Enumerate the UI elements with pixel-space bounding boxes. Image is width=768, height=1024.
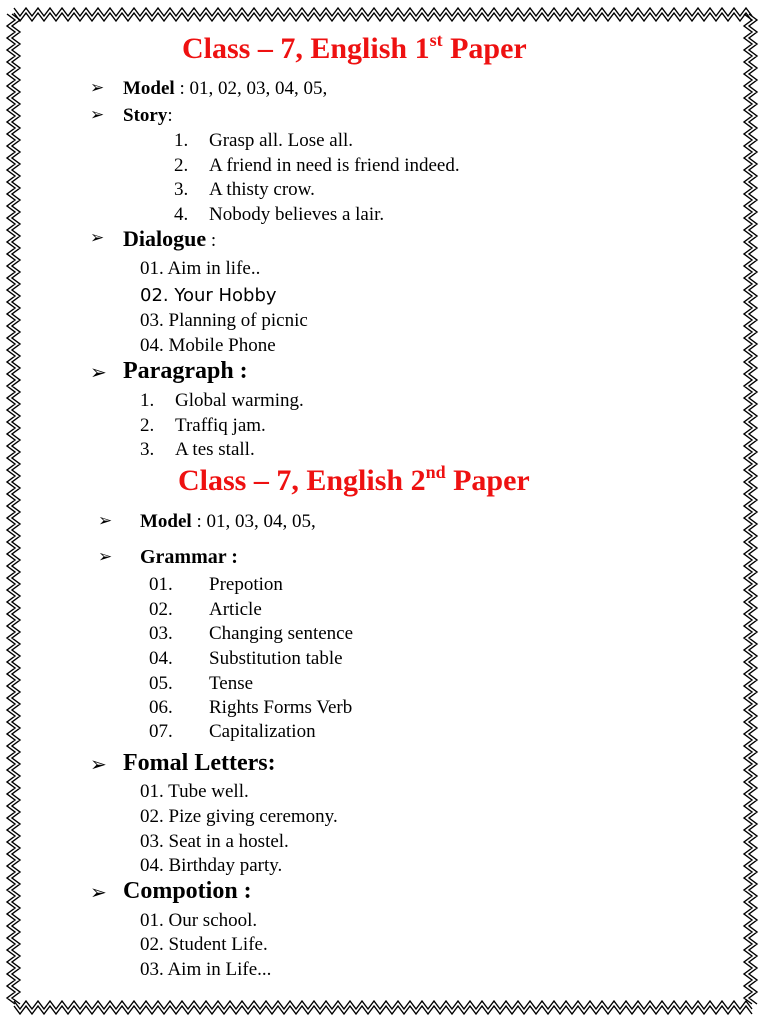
paper1-title: Class – 7, English 1st Paper bbox=[182, 30, 527, 65]
model-label: Model bbox=[123, 78, 175, 99]
grammar-item: 01. Prepotion bbox=[149, 574, 283, 595]
arrow-bullet-icon: ➢ bbox=[90, 362, 107, 384]
model-values: : 01, 02, 03, 04, 05, bbox=[174, 78, 328, 99]
paragraph-item: 2. Traffiq jam. bbox=[140, 415, 266, 436]
model-line-1 bbox=[90, 78, 328, 99]
arrow-bullet-icon: ➢ bbox=[90, 105, 105, 124]
grammar-item: 06. Rights Forms Verb bbox=[149, 697, 353, 718]
composition-item: 03. Aim in Life... bbox=[140, 959, 272, 980]
letter-item: 03. Seat in a hostel. bbox=[140, 831, 289, 852]
model-line-2 bbox=[98, 511, 316, 532]
grammar-item: 07. Capitalization bbox=[149, 721, 316, 742]
arrow-bullet-icon: ➢ bbox=[90, 882, 107, 904]
grammar-item: 02. Article bbox=[149, 599, 262, 620]
story-item: 3. A thisty crow. bbox=[174, 179, 315, 200]
paragraph-item: 3. A tes stall. bbox=[140, 439, 255, 460]
story-item: 4. Nobody believes a lair. bbox=[174, 204, 385, 225]
arrow-bullet-icon: ➢ bbox=[90, 228, 105, 247]
letter-item: 02. Pize giving ceremony. bbox=[140, 806, 338, 827]
letters-heading: ➢ Fomal Letters: bbox=[90, 750, 276, 776]
story-label: Story bbox=[123, 105, 168, 126]
dialogue-item: 04. Mobile Phone bbox=[140, 335, 276, 356]
arrow-bullet-icon: ➢ bbox=[90, 754, 107, 776]
story-heading: ➢ Story: bbox=[90, 105, 173, 126]
arrow-bullet-icon: ➢ bbox=[98, 511, 113, 530]
grammar-item: 05. Tense bbox=[149, 673, 254, 694]
grammar-heading: ➢ Grammar : bbox=[98, 546, 238, 568]
arrow-bullet-icon: ➢ bbox=[98, 547, 113, 566]
model-values: : 01, 03, 04, 05, bbox=[191, 511, 316, 532]
letter-item: 04. Birthday party. bbox=[140, 855, 283, 876]
grammar-item: 03. Changing sentence bbox=[149, 623, 354, 644]
letter-item: 01. Tube well. bbox=[140, 781, 249, 802]
story-item: 2. A friend in need is friend indeed. bbox=[174, 155, 460, 176]
composition-heading: ➢ Compotion : bbox=[90, 878, 252, 904]
composition-item: 01. Our school. bbox=[140, 910, 258, 931]
dialogue-item: 01. Aim in life.. bbox=[140, 258, 261, 279]
dialogue-item: 03. Planning of picnic bbox=[140, 310, 308, 331]
paragraph-item: 1. Global warming. bbox=[140, 390, 304, 411]
grammar-item: 04. Substitution table bbox=[149, 648, 343, 669]
paper2-title: Class – 7, English 2nd Paper bbox=[178, 462, 530, 497]
paragraph-heading: ➢ Paragraph : bbox=[90, 358, 248, 384]
composition-item: 02. Student Life. bbox=[140, 934, 268, 955]
dialogue-heading: ➢ Dialogue : bbox=[90, 226, 217, 251]
dialogue-item: 02. Your Hobby bbox=[140, 285, 277, 306]
story-item: 1. Grasp all. Lose all. bbox=[174, 130, 354, 151]
arrow-bullet-icon: ➢ bbox=[90, 78, 105, 97]
model-label: Model bbox=[140, 511, 192, 532]
